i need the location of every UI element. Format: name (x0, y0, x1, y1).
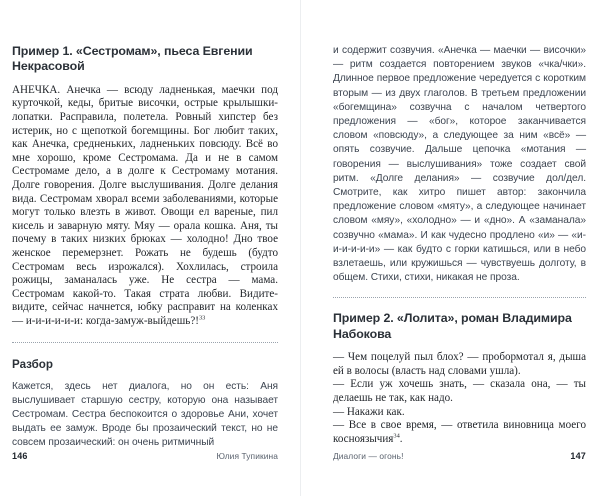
analysis-continued-block (333, 44, 586, 285)
example-2-heading: Пример 2. «Лолита», роман Владимира Набокова (333, 311, 572, 341)
footnote-marker-34: 34 (393, 432, 400, 440)
running-head-author: Юлия Тупикина (216, 451, 278, 461)
dialogue-line: — Накажи как. (333, 405, 405, 418)
example-1-heading: Пример 1. «Сестромам», пьеса Евгении Некрасовой (12, 44, 253, 74)
section-divider-right (333, 297, 586, 298)
analysis-continued-text: и содержит созвучия. «Анечка — маечки — височки» — ритм создается повторением звуков «чка/чки». Длинное первое предложение чередуется с коротким вторым — из двух глаголов. В третьем предложении «богемщина» созвучна с началом четвертого предложения — «бог», которое заканчивается словом «повсюду», а следующее за ним «всё» — опять созвучие. Дальше цепочка «мотания — говорения — выслушивания» тоже создает свой ритм. «Долге делания» — созвучие дол/дел. Смотрите, как хитро пишет автор: закончила предложение словом «мяту», а следующее начинает словом «мяу», «холодно» — и «дно». А «заманала» созвучно «мама». И как чудесно продлено «и» — «и-и-и-и-и-и» — как будто с горки катишься, или в небо взлетаешь, или кружишься — чувствуешь долготу, в общем. Стихи, стихи, никакая не проза. (333, 45, 586, 284)
analysis-heading: Разбор (12, 357, 53, 371)
dialogue-line-tail: . (399, 432, 403, 445)
dialogue-line (333, 419, 586, 446)
excerpt-text: АНЕЧКА. Анечка — всюду ладненькая, маечки под курточкой, кеды, бритые височки, острые крылышки-лопатки. Расправила, полетела. Ровный хипстер без истерик, но с щепоткой богемщины. Бог любит таких, как Анечка, средненьких, ладненьких повсюду. Всё во мне хорошо, кроме Сестромама. Да и не в самом Сестромаме дело, а в долге к Сестромаму мотания. Долге говорения. Долге выслушивания. Долге делания вида. Сестромам хворал всеми заболеваниями, которые могут только влезть в живот. Овощи ел вареные, пил кисель и заварную мяту. Мяу — орала кошка. Аня, ты почему в таких низких брюках — холодно! Дно твое женское перемерзнет. Рожать не будешь (будто Сестромам весь изрожался). Хохлилась, строила рожицы, заманалась уже. Не сестра — мама. Сестромам какой-то. Такая страта любви. Видите-видите, сейчас начнется, юбку расправит на коленках — и-и-и-и-и-и: когда-замуж-выйдешь?! (12, 83, 278, 327)
page-right (300, 0, 600, 496)
dialogue-line: — Чем поцелуй пыл блох? — пробормотал я, дыша ей в волосы (власть над словами ушла). (333, 351, 586, 377)
analysis-text-block (12, 380, 278, 451)
footnote-marker-33: 33 (198, 314, 206, 322)
section-divider-left (12, 342, 278, 343)
dialogue-line-text: — Все в свое время, — ответила виновница моего косноязычия (333, 419, 586, 445)
dialogue-line: — Если уж хочешь знать, — сказала она, — ты делаешь не так, как надо. (333, 378, 586, 405)
example-2-dialogue (333, 351, 586, 446)
example-1-excerpt (12, 84, 278, 329)
page-number-right: 147 (570, 451, 586, 461)
footer-right (301, 451, 600, 461)
running-head-title: Диалоги — огонь! (333, 451, 404, 461)
page-number-left: 146 (12, 451, 28, 461)
analysis-text: Кажется, здесь нет диалога, но он есть: Аня выслушивает старшую сестру, которую она называет Сестромам. Сестра беспокоится о здоровье Ани, хочет выдать ее замуж. Вроде бы прозаический текст, но не совсем прозаический: он очень ритмичный (12, 380, 278, 449)
footer-left (0, 451, 300, 461)
